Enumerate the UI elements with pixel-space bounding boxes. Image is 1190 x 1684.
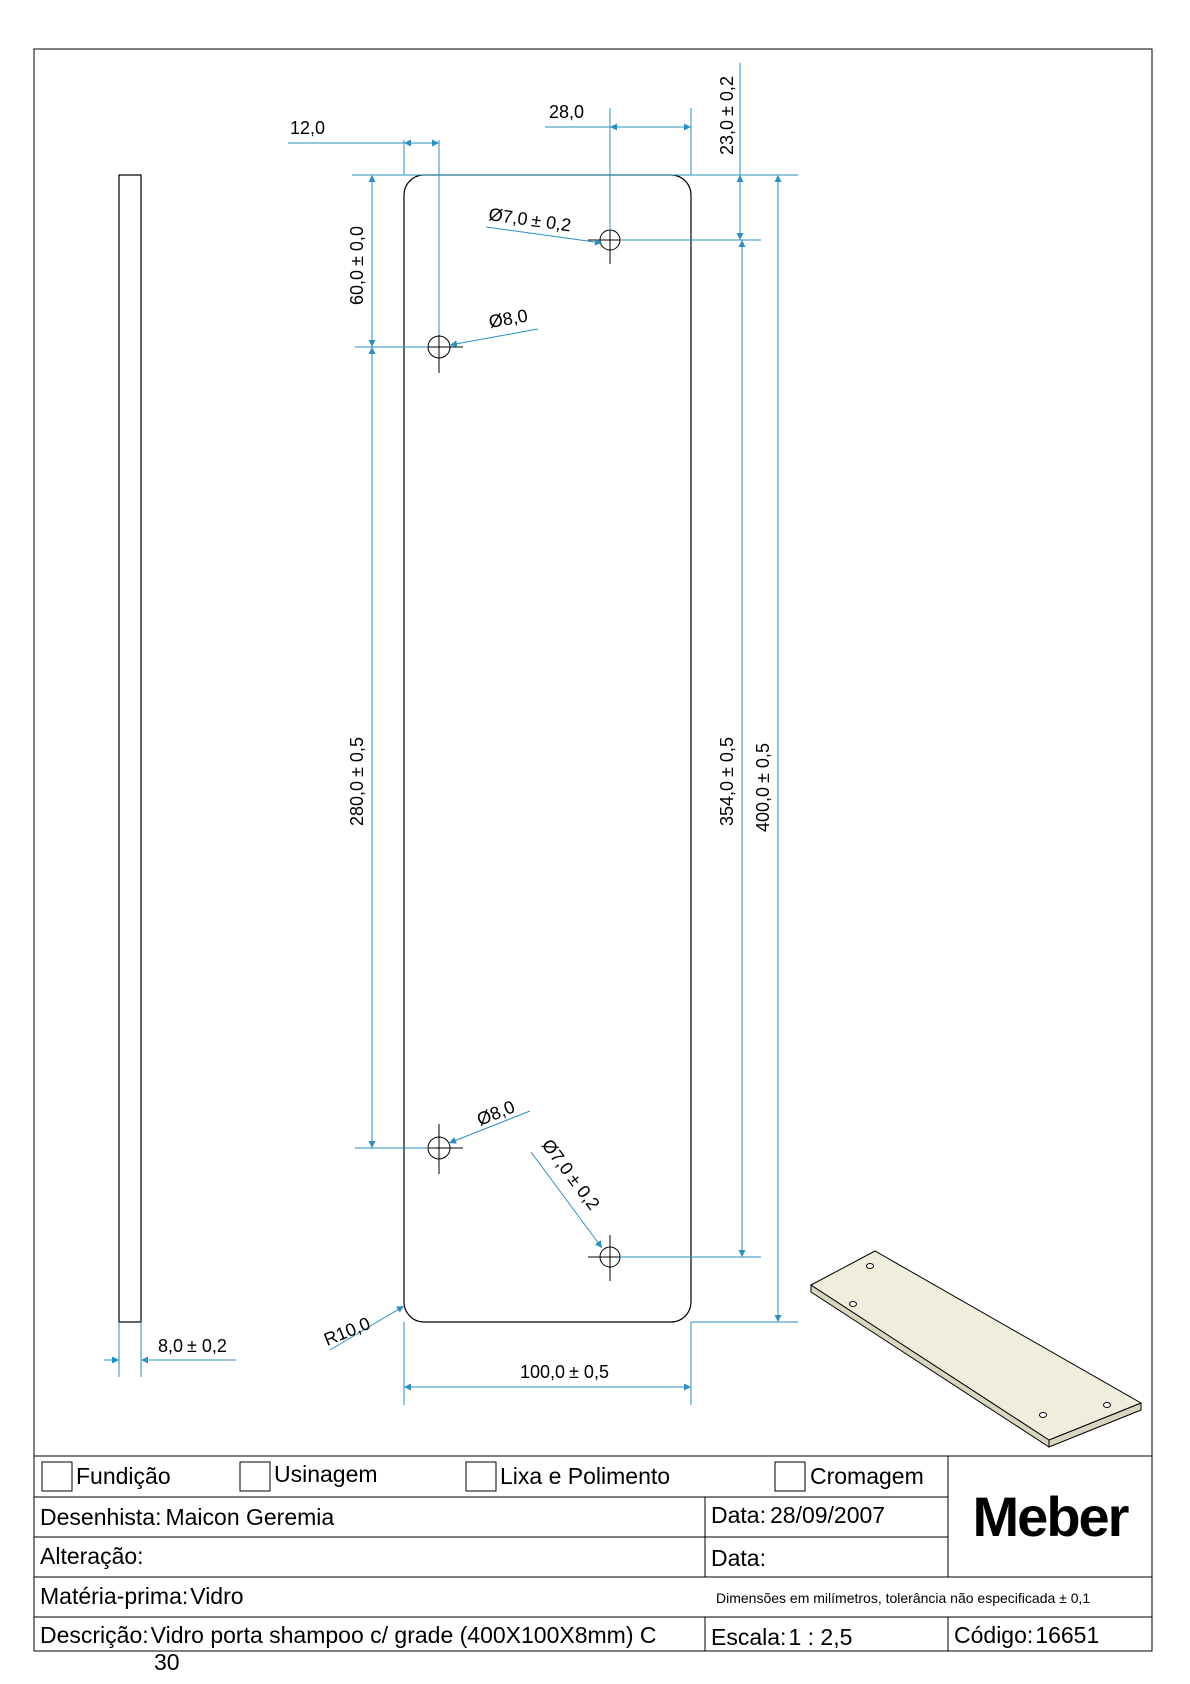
- isometric-part-view: [811, 1251, 1141, 1447]
- hole-left-bottom: [415, 1124, 463, 1174]
- dim-hole-spacing: 280,0± 0,5: [347, 737, 367, 826]
- scale-row: Escala:1 : 2,5: [711, 1624, 853, 1650]
- change-label: Alteração:: [40, 1543, 144, 1569]
- dim-total-length: 400,0± 0,5: [753, 743, 773, 832]
- material-row: Matéria-prima:Vidro: [40, 1583, 244, 1609]
- dim-hole-small-top: Ø7,0± 0,2: [487, 204, 573, 236]
- side-view-glass: [119, 175, 141, 1322]
- dim-width: 100,0 ± 0,5: [520, 1362, 609, 1382]
- checkbox-fundicao[interactable]: [42, 1462, 72, 1491]
- dim-left-hole-y: 60,0± 0,0: [347, 226, 367, 305]
- drawing-border: [34, 49, 1152, 1651]
- dim-right-hole-spacing: 354,0± 0,5: [717, 737, 737, 826]
- process-lixa-polimento: Lixa e Polimento: [500, 1463, 671, 1489]
- description-continuation: 30: [154, 1649, 180, 1675]
- hole-bottom-right: [588, 1235, 632, 1281]
- change-date-label: Data:: [711, 1545, 766, 1571]
- checkbox-usinagem[interactable]: [240, 1462, 270, 1491]
- checkbox-lixa-polimento[interactable]: [466, 1462, 496, 1491]
- company-logo: Meber: [972, 1485, 1128, 1548]
- units-note: Dimensões em milímetros, tolerância não especificada ± 0,1: [716, 1590, 1091, 1606]
- dim-hole-large-bottom: Ø8,0: [474, 1096, 518, 1130]
- dim-thickness: 8,0 ± 0,2: [158, 1336, 227, 1356]
- dim-top-hole-y: 23,0± 0,2: [717, 76, 737, 155]
- dim-left-offset: 12,0: [290, 118, 326, 138]
- code-row: Código:16651: [954, 1622, 1100, 1648]
- process-cromagem: Cromagem: [810, 1463, 924, 1489]
- description-row: Descrição:Vidro porta shampoo c/ grade (400X100X8mm) C: [40, 1622, 657, 1648]
- date-row: Data: 28/09/2007: [711, 1502, 886, 1528]
- checkbox-cromagem[interactable]: [775, 1462, 805, 1491]
- process-fundicao: Fundição: [76, 1463, 171, 1489]
- dim-hole-small-bottom: Ø7,0± 0,2: [537, 1135, 604, 1214]
- process-usinagem: Usinagem: [274, 1461, 378, 1487]
- designer-row: Desenhista: Maicon Geremia: [40, 1504, 335, 1530]
- dim-hole-large-top: Ø8,0: [487, 305, 530, 332]
- dim-hole-offset-top: 28,0: [549, 102, 585, 122]
- title-block-texts: [40, 1461, 1129, 1675]
- dimension-texts: [158, 76, 773, 1382]
- dimension-lines: [104, 63, 798, 1405]
- dim-radius: R10,0: [321, 1313, 374, 1350]
